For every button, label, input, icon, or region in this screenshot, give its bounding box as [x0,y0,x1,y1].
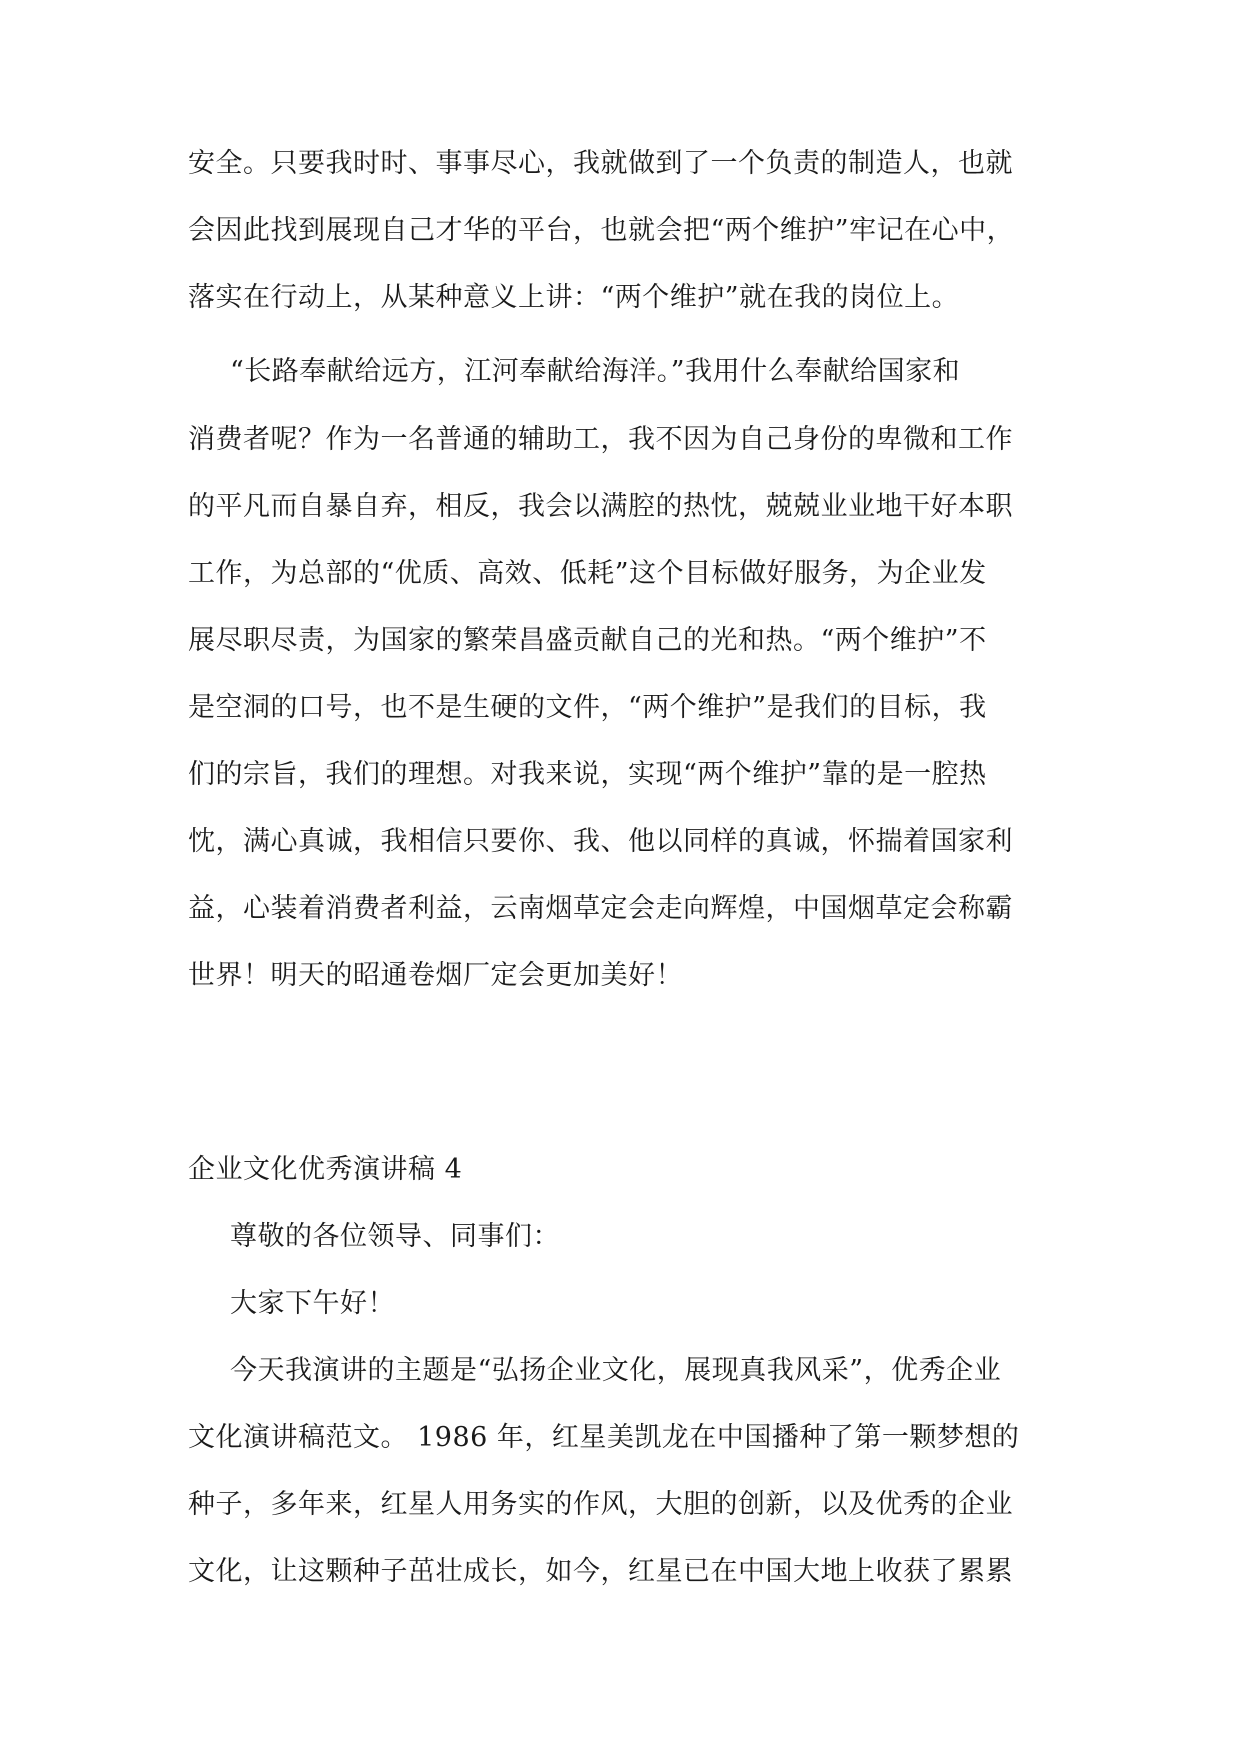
salutation: 尊敬的各位领导、同事们： [230,1221,560,1252]
text-line: 文化演讲稿范文。 1986 年，红星美凯龙在中国播种了第一颗梦想的 [188,1422,1020,1453]
text-line: 文化，让这颗种子茁壮成长，如今，红星已在中国大地上收获了累累 [188,1556,1013,1587]
text-line: 消费者呢？作为一名普通的辅助工，我不因为自己身份的卑微和工作 [188,424,1013,455]
text-line: 是空洞的口号，也不是生硬的文件，“两个维护”是我们的目标，我 [188,692,987,723]
text-line: 今天我演讲的主题是“弘扬企业文化，展现真我风采”，优秀企业 [230,1355,1002,1386]
greeting: 大家下午好！ [230,1288,395,1319]
text-line: 忱，满心真诚，我相信只要你、我、他以同样的真诚，怀揣着国家利 [188,826,1013,857]
text-line: 种子，多年来，红星人用务实的作风，大胆的创新，以及优秀的企业 [188,1489,1013,1520]
text-line: 落实在行动上，从某种意义上讲：“两个维护”就在我的岗位上。 [188,282,960,313]
text-line: 益，心装着消费者利益，云南烟草定会走向辉煌，中国烟草定会称霸 [188,893,1013,924]
text-line: “长路奉献给远方，江河奉献给海洋。”我用什么奉献给国家和 [230,356,961,387]
text-line: 展尽职尽责，为国家的繁荣昌盛贡献自己的光和热。“两个维护”不 [188,625,987,656]
text-line: 的平凡而自暴自弃，相反，我会以满腔的热忱，兢兢业业地干好本职 [188,491,1013,522]
text-line: 们的宗旨，我们的理想。对我来说，实现“两个维护”靠的是一腔热 [188,759,987,790]
text-line: 世界！明天的昭通卷烟厂定会更加美好！ [188,960,683,991]
text-line: 工作，为总部的“优质、高效、低耗”这个目标做好服务，为企业发 [188,558,987,589]
section-title: 企业文化优秀演讲稿 4 [188,1154,463,1185]
text-line: 安全。只要我时时、事事尽心，我就做到了一个负责的制造人，也就 [188,148,1013,179]
text-line: 会因此找到展现自己才华的平台，也就会把“两个维护”牢记在心中， [188,215,1015,246]
